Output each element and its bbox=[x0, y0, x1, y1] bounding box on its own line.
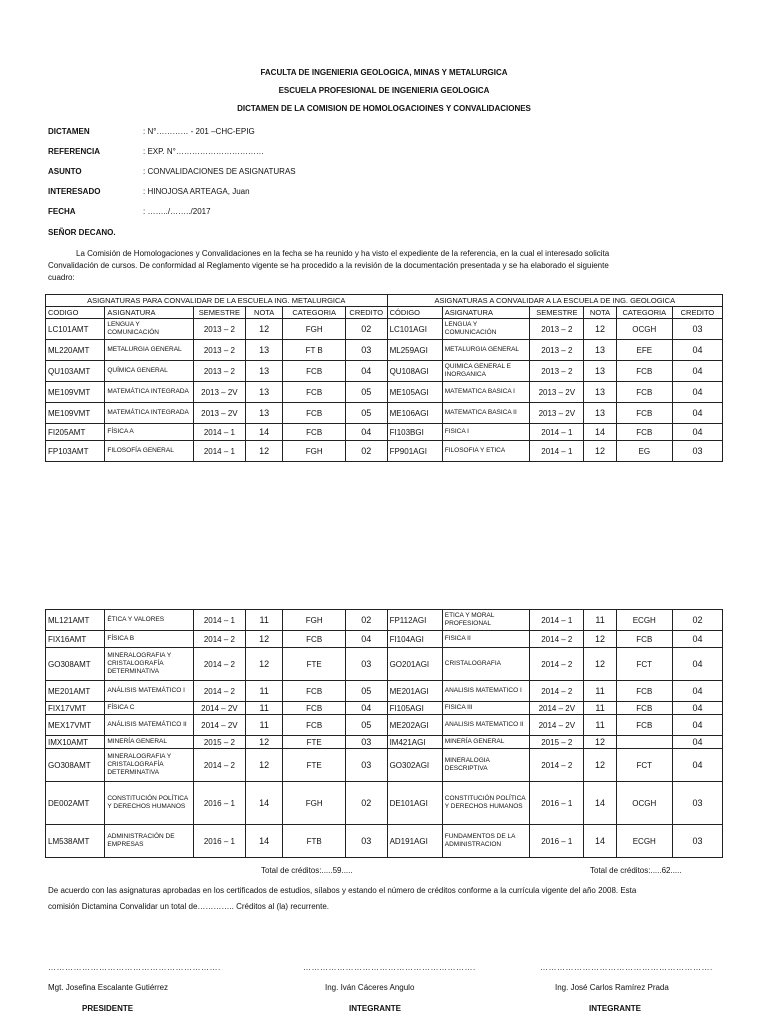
metalurgia-code-cell: QU103AMT bbox=[46, 361, 105, 382]
metalurgia-grade-cell: 12 bbox=[245, 319, 282, 340]
signature-name-member-1: Ing. Iván Cáceres Angulo bbox=[325, 983, 415, 992]
metalurgia-subject-cell: METALURGIA GENERAL bbox=[105, 340, 194, 361]
metalurgia-category-cell: FCB bbox=[283, 403, 345, 424]
metalurgia-subject-cell: ANÁLISIS MATEMÁTICO II bbox=[105, 715, 194, 736]
col-header-semestre-geo: SEMESTRE bbox=[530, 307, 584, 319]
metalurgia-semester-cell: 2015 – 2 bbox=[193, 736, 245, 749]
metalurgia-credit-cell: 05 bbox=[345, 403, 387, 424]
geologia-grade-cell: 12 bbox=[584, 441, 616, 462]
geologia-credit-cell: 04 bbox=[672, 702, 722, 715]
meta-label-fecha: FECHA bbox=[48, 207, 76, 216]
col-header-nota-geo: NOTA bbox=[584, 307, 616, 319]
metalurgia-credit-cell: 03 bbox=[345, 736, 387, 749]
metalurgia-grade-cell: 13 bbox=[245, 340, 282, 361]
geologia-category-cell: FCB bbox=[616, 715, 672, 736]
signature-line-member-2: ……………………………………………………. bbox=[540, 963, 713, 972]
metalurgia-grade-cell: 11 bbox=[245, 702, 282, 715]
geologia-subject-cell: LENGUA Y COMUNICACIÓN bbox=[442, 319, 529, 340]
metalurgia-credit-cell: 03 bbox=[345, 648, 387, 681]
table-row bbox=[46, 319, 723, 340]
table-row bbox=[46, 424, 723, 441]
metalurgia-subject-cell: MINERALOGRAFIA Y CRISTALOGRAFÍA DETERMINATIVA bbox=[105, 749, 194, 782]
document-title: DICTAMEN DE LA COMISION DE HOMOLOGACIOINES Y CONVALIDACIONES bbox=[237, 104, 531, 113]
metalurgia-semester-cell: 2014 – 1 bbox=[193, 610, 245, 631]
geologia-credit-cell: 04 bbox=[672, 382, 722, 403]
metalurgia-subject-cell: QUÍMICA GENERAL bbox=[105, 361, 194, 382]
signature-role-president: PRESIDENTE bbox=[82, 1004, 134, 1013]
col-header-credito: CREDITO bbox=[345, 307, 387, 319]
signature-name-member-2: Ing. José Carlos Ramírez Prada bbox=[555, 983, 669, 992]
geologia-code-cell: FI103BGI bbox=[387, 424, 442, 441]
metalurgia-semester-cell: 2014 – 2V bbox=[193, 702, 245, 715]
geologia-grade-cell: 13 bbox=[584, 403, 616, 424]
metalurgia-category-cell: FTB bbox=[283, 825, 345, 858]
geologia-semester-cell: 2013 – 2V bbox=[530, 382, 584, 403]
geologia-semester-cell: 2014 – 2 bbox=[530, 681, 584, 702]
geologia-semester-cell: 2013 – 2V bbox=[530, 403, 584, 424]
col-header-codigo: CODIGO bbox=[46, 307, 105, 319]
geologia-semester-cell: 2014 – 2V bbox=[530, 702, 584, 715]
meta-value-fecha: : ……../……../2017 bbox=[143, 207, 211, 216]
metalurgia-semester-cell: 2013 – 2 bbox=[193, 319, 245, 340]
meta-value-referencia: : EXP. N°…………………………… bbox=[143, 147, 264, 156]
geologia-code-cell: ME201AGI bbox=[387, 681, 442, 702]
metalurgia-semester-cell: 2014 – 2 bbox=[193, 749, 245, 782]
metalurgia-subject-cell: ADMINISTRACIÓN DE EMPRESAS bbox=[105, 825, 194, 858]
col-header-categoria-geo: CATEGORIA bbox=[616, 307, 672, 319]
geologia-grade-cell: 12 bbox=[584, 736, 616, 749]
metalurgia-subject-cell: MATEMÁTICA INTEGRADA bbox=[105, 382, 194, 403]
metalurgia-subject-cell: LENGUA Y COMUNICACIÓN bbox=[105, 319, 194, 340]
geologia-code-cell: ML259AGI bbox=[387, 340, 442, 361]
metalurgia-code-cell: FI205AMT bbox=[46, 424, 105, 441]
conclusion-line-2: comisión Dictamina Convalidar un total de………….. Créditos al (la) recurrente. bbox=[48, 902, 329, 911]
geologia-subject-cell: METALURGIA GENERAL bbox=[442, 340, 529, 361]
geologia-category-cell: FCB bbox=[616, 424, 672, 441]
convalidation-table-part-1 bbox=[45, 294, 723, 462]
metalurgia-category-cell: FT B bbox=[283, 340, 345, 361]
metalurgia-credit-cell: 05 bbox=[345, 681, 387, 702]
metalurgia-credit-cell: 04 bbox=[345, 631, 387, 648]
geologia-semester-cell: 2013 – 2 bbox=[530, 340, 584, 361]
header-row bbox=[46, 307, 723, 319]
metalurgia-grade-cell: 11 bbox=[245, 610, 282, 631]
metalurgia-subject-cell: MATEMÁTICA INTEGRADA bbox=[105, 403, 194, 424]
geologia-credit-cell: 04 bbox=[672, 403, 722, 424]
metalurgia-grade-cell: 12 bbox=[245, 631, 282, 648]
metalurgia-semester-cell: 2014 – 1 bbox=[193, 424, 245, 441]
geologia-grade-cell: 13 bbox=[584, 340, 616, 361]
geologia-category-cell: FCT bbox=[616, 648, 672, 681]
metalurgia-code-cell: ME201AMT bbox=[46, 681, 105, 702]
meta-value-dictamen: : N°………… - 201 –CHC-EPIG bbox=[143, 127, 255, 136]
geologia-category-cell: EG bbox=[616, 441, 672, 462]
table-row bbox=[46, 681, 723, 702]
geologia-category-cell bbox=[616, 736, 672, 749]
metalurgia-code-cell: ML121AMT bbox=[46, 610, 105, 631]
salutation: SEÑOR DECANO. bbox=[48, 228, 116, 237]
metalurgia-semester-cell: 2014 – 2 bbox=[193, 648, 245, 681]
geologia-subject-cell: ANALISIS MATEMATICO I bbox=[442, 681, 529, 702]
geologia-grade-cell: 12 bbox=[584, 319, 616, 340]
table-row bbox=[46, 782, 723, 825]
intro-line-2: Convalidación de cursos. De conformidad al Reglamento vigente se ha procedido a la revisión de la documentación presentada y se ha elaborado el siguiente bbox=[48, 261, 609, 270]
geologia-category-cell: ECGH bbox=[616, 610, 672, 631]
metalurgia-subject-cell: MINERÍA GENERAL bbox=[105, 736, 194, 749]
signature-role-member-2: INTEGRANTE bbox=[589, 1004, 641, 1013]
metalurgia-category-cell: FTE bbox=[283, 736, 345, 749]
geologia-category-cell: FCB bbox=[616, 631, 672, 648]
metalurgia-subject-cell: ÉTICA Y VALORES bbox=[105, 610, 194, 631]
geologia-code-cell: QU108AGI bbox=[387, 361, 442, 382]
metalurgia-grade-cell: 14 bbox=[245, 782, 282, 825]
metalurgia-semester-cell: 2014 – 1 bbox=[193, 441, 245, 462]
geologia-grade-cell: 13 bbox=[584, 361, 616, 382]
metalurgia-code-cell: FIX17VMT bbox=[46, 702, 105, 715]
metalurgia-category-cell: FTE bbox=[283, 648, 345, 681]
metalurgia-credit-cell: 03 bbox=[345, 825, 387, 858]
table-row bbox=[46, 340, 723, 361]
metalurgia-code-cell: LC101AMT bbox=[46, 319, 105, 340]
geologia-category-cell: FCT bbox=[616, 749, 672, 782]
metalurgia-subject-cell: CONSTITUCIÓN POLÍTICA Y DERECHOS HUMANOS bbox=[105, 782, 194, 825]
table-row bbox=[46, 610, 723, 631]
metalurgia-category-cell: FGH bbox=[283, 610, 345, 631]
geologia-semester-cell: 2014 – 1 bbox=[530, 610, 584, 631]
table-row bbox=[46, 736, 723, 749]
col-header-nota: NOTA bbox=[245, 307, 282, 319]
metalurgia-grade-cell: 11 bbox=[245, 681, 282, 702]
col-header-asignatura-geo: ASIGNATURA bbox=[442, 307, 529, 319]
geologia-credit-cell: 04 bbox=[672, 749, 722, 782]
convalidation-table-part-2 bbox=[45, 609, 723, 858]
geologia-subject-cell: MINERÍA GENERAL bbox=[442, 736, 529, 749]
table-row bbox=[46, 715, 723, 736]
intro-line-3: cuadro: bbox=[48, 273, 75, 282]
geologia-grade-cell: 14 bbox=[584, 782, 616, 825]
table-row bbox=[46, 825, 723, 858]
geologia-grade-cell: 12 bbox=[584, 648, 616, 681]
geologia-code-cell: ME105AGI bbox=[387, 382, 442, 403]
geologia-semester-cell: 2014 – 2 bbox=[530, 631, 584, 648]
geologia-subject-cell: CRISTALOGRAFIA bbox=[442, 648, 529, 681]
metalurgia-credit-cell: 02 bbox=[345, 319, 387, 340]
metalurgia-category-cell: FGH bbox=[283, 441, 345, 462]
total-credits-left: Total de créditos:.....59..... bbox=[261, 866, 353, 875]
geologia-code-cell: GO201AGI bbox=[387, 648, 442, 681]
geologia-code-cell: IM421AGI bbox=[387, 736, 442, 749]
geologia-subject-cell: ANALISIS MATEMATICO II bbox=[442, 715, 529, 736]
geologia-grade-cell: 12 bbox=[584, 749, 616, 782]
metalurgia-code-cell: ML220AMT bbox=[46, 340, 105, 361]
geologia-semester-cell: 2014 – 2V bbox=[530, 715, 584, 736]
geologia-credit-cell: 04 bbox=[672, 340, 722, 361]
geologia-subject-cell: QUIMICA GENERAL E INORGANICA bbox=[442, 361, 529, 382]
metalurgia-credit-cell: 02 bbox=[345, 441, 387, 462]
geologia-semester-cell: 2014 – 2 bbox=[530, 648, 584, 681]
geologia-subject-cell: ETICA Y MORAL PROFESIONAL bbox=[442, 610, 529, 631]
geologia-category-cell: OCGH bbox=[616, 782, 672, 825]
col-header-semestre: SEMESTRE bbox=[193, 307, 245, 319]
signature-line-member-1: ……………………………………………………. bbox=[303, 963, 476, 972]
geologia-code-cell: GO302AGI bbox=[387, 749, 442, 782]
metalurgia-semester-cell: 2013 – 2V bbox=[193, 382, 245, 403]
metalurgia-category-cell: FCB bbox=[283, 424, 345, 441]
metalurgia-subject-cell: ANÁLISIS MATEMÁTICO I bbox=[105, 681, 194, 702]
geologia-category-cell: FCB bbox=[616, 403, 672, 424]
geologia-credit-cell: 03 bbox=[672, 319, 722, 340]
geologia-grade-cell: 11 bbox=[584, 681, 616, 702]
metalurgia-credit-cell: 04 bbox=[345, 702, 387, 715]
geologia-subject-cell: FILOSOFIA Y ETICA bbox=[442, 441, 529, 462]
metalurgia-category-cell: FCB bbox=[283, 382, 345, 403]
metalurgia-credit-cell: 02 bbox=[345, 782, 387, 825]
geologia-code-cell: DE101AGI bbox=[387, 782, 442, 825]
metalurgia-code-cell: FP103AMT bbox=[46, 441, 105, 462]
geologia-code-cell: ME202AGI bbox=[387, 715, 442, 736]
geologia-category-cell: OCGH bbox=[616, 319, 672, 340]
metalurgia-semester-cell: 2016 – 1 bbox=[193, 825, 245, 858]
col-header-credito-geo: CREDITO bbox=[672, 307, 722, 319]
metalurgia-category-cell: FCB bbox=[283, 715, 345, 736]
metalurgia-credit-cell: 03 bbox=[345, 749, 387, 782]
geologia-category-cell: ECGH bbox=[616, 825, 672, 858]
geologia-code-cell: ME106AGI bbox=[387, 403, 442, 424]
signature-role-member-1: INTEGRANTE bbox=[349, 1004, 401, 1013]
geologia-code-cell: AD191AGI bbox=[387, 825, 442, 858]
metalurgia-credit-cell: 04 bbox=[345, 361, 387, 382]
geologia-semester-cell: 2016 – 1 bbox=[530, 825, 584, 858]
metalurgia-grade-cell: 13 bbox=[245, 403, 282, 424]
school-title: ESCUELA PROFESIONAL DE INGENIERIA GEOLOGICA bbox=[278, 86, 490, 95]
total-credits-right: Total de créditos:.....62..... bbox=[590, 866, 682, 875]
table-row bbox=[46, 441, 723, 462]
signature-name-president: Mgt. Josefina Escalante Gutiérrez bbox=[48, 983, 169, 992]
geologia-credit-cell: 04 bbox=[672, 424, 722, 441]
metalurgia-credit-cell: 05 bbox=[345, 715, 387, 736]
metalurgia-grade-cell: 14 bbox=[245, 424, 282, 441]
geologia-category-cell: FCB bbox=[616, 361, 672, 382]
metalurgia-category-cell: FCB bbox=[283, 631, 345, 648]
left-caption: ASIGNATURAS PARA CONVALIDAR DE LA ESCUELA ING. METALURGICA bbox=[46, 295, 388, 307]
table-row bbox=[46, 749, 723, 782]
metalurgia-semester-cell: 2014 – 2V bbox=[193, 715, 245, 736]
geologia-grade-cell: 12 bbox=[584, 631, 616, 648]
metalurgia-semester-cell: 2016 – 1 bbox=[193, 782, 245, 825]
geologia-code-cell: FI105AGI bbox=[387, 702, 442, 715]
geologia-grade-cell: 11 bbox=[584, 610, 616, 631]
metalurgia-code-cell: ME109VMT bbox=[46, 403, 105, 424]
metalurgia-subject-cell: FÍSICA A bbox=[105, 424, 194, 441]
meta-label-interesado: INTERESADO bbox=[48, 187, 101, 196]
geologia-subject-cell: MINERALOGIA DESCRIPTIVA bbox=[442, 749, 529, 782]
metalurgia-grade-cell: 12 bbox=[245, 749, 282, 782]
geologia-subject-cell: FISICA II bbox=[442, 631, 529, 648]
geologia-code-cell: LC101AGI bbox=[387, 319, 442, 340]
geologia-subject-cell: FISICA III bbox=[442, 702, 529, 715]
metalurgia-category-cell: FGH bbox=[283, 782, 345, 825]
metalurgia-credit-cell: 02 bbox=[345, 610, 387, 631]
geologia-category-cell: FCB bbox=[616, 382, 672, 403]
table-row bbox=[46, 631, 723, 648]
metalurgia-semester-cell: 2013 – 2V bbox=[193, 403, 245, 424]
metalurgia-code-cell: IMX10AMT bbox=[46, 736, 105, 749]
geologia-credit-cell: 04 bbox=[672, 631, 722, 648]
geologia-credit-cell: 04 bbox=[672, 681, 722, 702]
geologia-credit-cell: 04 bbox=[672, 715, 722, 736]
metalurgia-category-cell: FCB bbox=[283, 681, 345, 702]
geologia-semester-cell: 2013 – 2 bbox=[530, 361, 584, 382]
metalurgia-subject-cell: FÍSICA B bbox=[105, 631, 194, 648]
metalurgia-code-cell: ME109VMT bbox=[46, 382, 105, 403]
geologia-semester-cell: 2013 – 2 bbox=[530, 319, 584, 340]
metalurgia-code-cell: GO308AMT bbox=[46, 749, 105, 782]
faculty-title: FACULTA DE INGENIERIA GEOLOGICA, MINAS Y METALURGICA bbox=[260, 68, 508, 77]
metalurgia-semester-cell: 2013 – 2 bbox=[193, 361, 245, 382]
metalurgia-category-cell: FCB bbox=[283, 361, 345, 382]
geologia-category-cell: EFE bbox=[616, 340, 672, 361]
geologia-credit-cell: 04 bbox=[672, 648, 722, 681]
geologia-subject-cell: FUNDAMENTOS DE LA ADMINISTRACION bbox=[442, 825, 529, 858]
metalurgia-code-cell: DE002AMT bbox=[46, 782, 105, 825]
metalurgia-category-cell: FGH bbox=[283, 319, 345, 340]
geologia-grade-cell: 14 bbox=[584, 424, 616, 441]
geologia-semester-cell: 2015 – 2 bbox=[530, 736, 584, 749]
geologia-code-cell: FP112AGI bbox=[387, 610, 442, 631]
metalurgia-code-cell: FIX16AMT bbox=[46, 631, 105, 648]
intro-line-1: La Comisión de Homologaciones y Convalidaciones en la fecha se ha reunido y ha visto el expediente de la referencia, en la cual el interesado solicita bbox=[76, 249, 610, 258]
geologia-credit-cell: 03 bbox=[672, 782, 722, 825]
geologia-subject-cell: MATEMATICA BASICA II bbox=[442, 403, 529, 424]
col-header-asignatura: ASIGNATURA bbox=[105, 307, 194, 319]
geologia-code-cell: FP901AGI bbox=[387, 441, 442, 462]
geologia-code-cell: FI104AGI bbox=[387, 631, 442, 648]
signature-line-president: ……………………………………………………. bbox=[48, 963, 221, 972]
metalurgia-grade-cell: 12 bbox=[245, 441, 282, 462]
metalurgia-grade-cell: 13 bbox=[245, 361, 282, 382]
table-row bbox=[46, 403, 723, 424]
metalurgia-subject-cell: FILOSOFÍA GENERAL bbox=[105, 441, 194, 462]
geologia-category-cell: FCB bbox=[616, 702, 672, 715]
metalurgia-credit-cell: 04 bbox=[345, 424, 387, 441]
metalurgia-category-cell: FTE bbox=[283, 749, 345, 782]
geologia-subject-cell: CONSTITUCIÓN POLÍTICA Y DERECHOS HUMANOS bbox=[442, 782, 529, 825]
conclusion-line-1: De acuerdo con las asignaturas aprobadas en los certificados de estudios, sílabos y estando el número de créditos conforme a la currícula vigente del año 2008. Esta bbox=[48, 886, 637, 895]
col-header-codigo-geo: CÓDIGO bbox=[387, 307, 442, 319]
metalurgia-code-cell: GO308AMT bbox=[46, 648, 105, 681]
table-row bbox=[46, 648, 723, 681]
meta-value-asunto: : CONVALIDACIONES DE ASIGNATURAS bbox=[143, 167, 296, 176]
geologia-semester-cell: 2014 – 2 bbox=[530, 749, 584, 782]
table-row bbox=[46, 702, 723, 715]
geologia-semester-cell: 2014 – 1 bbox=[530, 441, 584, 462]
geologia-credit-cell: 03 bbox=[672, 441, 722, 462]
col-header-categoria: CATEGORIA bbox=[283, 307, 345, 319]
meta-label-asunto: ASUNTO bbox=[48, 167, 82, 176]
geologia-grade-cell: 11 bbox=[584, 715, 616, 736]
metalurgia-subject-cell: FÍSICA C bbox=[105, 702, 194, 715]
table-row bbox=[46, 382, 723, 403]
metalurgia-grade-cell: 12 bbox=[245, 648, 282, 681]
geologia-semester-cell: 2014 – 1 bbox=[530, 424, 584, 441]
right-caption: ASIGNATURAS A CONVALIDAR A LA ESCUELA DE ING. GEOLOGICA bbox=[387, 295, 722, 307]
metalurgia-category-cell: FCB bbox=[283, 702, 345, 715]
metalurgia-semester-cell: 2014 – 2 bbox=[193, 631, 245, 648]
metalurgia-subject-cell: MINERALOGRAFIA Y CRISTALOGRAFÍA DETERMINATIVA bbox=[105, 648, 194, 681]
geologia-category-cell: FCB bbox=[616, 681, 672, 702]
metalurgia-credit-cell: 03 bbox=[345, 340, 387, 361]
metalurgia-credit-cell: 05 bbox=[345, 382, 387, 403]
geologia-credit-cell: 04 bbox=[672, 736, 722, 749]
meta-label-dictamen: DICTAMEN bbox=[48, 127, 90, 136]
geologia-subject-cell: FISICA I bbox=[442, 424, 529, 441]
geologia-subject-cell: MATEMATICA BASICA I bbox=[442, 382, 529, 403]
metalurgia-semester-cell: 2013 – 2 bbox=[193, 340, 245, 361]
meta-value-interesado: : HINOJOSA ARTEAGA, Juan bbox=[143, 187, 250, 196]
geologia-grade-cell: 13 bbox=[584, 382, 616, 403]
table-row bbox=[46, 361, 723, 382]
metalurgia-code-cell: MEX17VMT bbox=[46, 715, 105, 736]
metalurgia-grade-cell: 14 bbox=[245, 825, 282, 858]
geologia-credit-cell: 04 bbox=[672, 361, 722, 382]
metalurgia-grade-cell: 13 bbox=[245, 382, 282, 403]
geologia-grade-cell: 14 bbox=[584, 825, 616, 858]
metalurgia-code-cell: LM538AMT bbox=[46, 825, 105, 858]
meta-label-referencia: REFERENCIA bbox=[48, 147, 101, 156]
geologia-semester-cell: 2016 – 1 bbox=[530, 782, 584, 825]
metalurgia-grade-cell: 11 bbox=[245, 715, 282, 736]
geologia-credit-cell: 02 bbox=[672, 610, 722, 631]
geologia-grade-cell: 11 bbox=[584, 702, 616, 715]
metalurgia-grade-cell: 12 bbox=[245, 736, 282, 749]
geologia-credit-cell: 03 bbox=[672, 825, 722, 858]
caption-row bbox=[46, 295, 723, 307]
metalurgia-semester-cell: 2014 – 2 bbox=[193, 681, 245, 702]
